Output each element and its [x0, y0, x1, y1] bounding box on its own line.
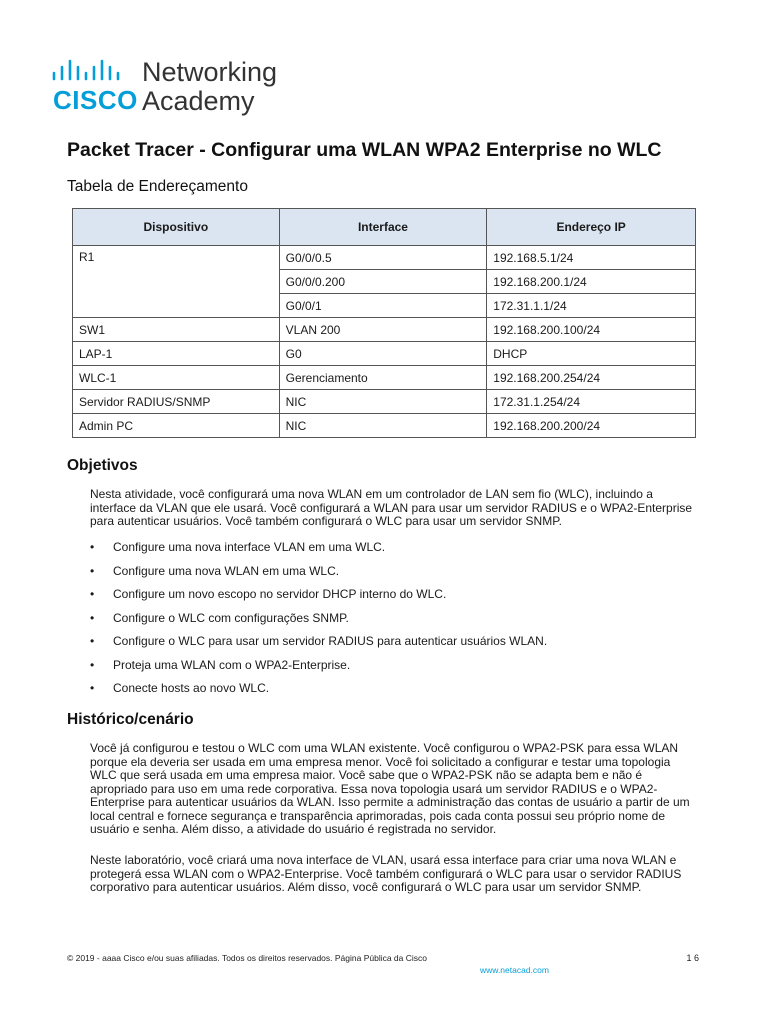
device-cell: LAP-1 — [73, 342, 280, 366]
list-item-text: Configure uma nova WLAN em uma WLC. — [113, 563, 340, 578]
ip-cell: 192.168.5.1/24 — [487, 246, 696, 270]
addressing-heading: Tabela de Endereçamento — [67, 178, 248, 195]
ip-cell: 192.168.200.1/24 — [487, 270, 696, 294]
bullet-icon: • — [90, 634, 95, 648]
cisco-networking-academy-logo — [52, 57, 302, 117]
ip-cell: DHCP — [487, 342, 696, 366]
interface-cell: G0/0/1 — [279, 294, 487, 318]
addressing-table — [72, 208, 696, 438]
ip-cell: 172.31.1.1/24 — [487, 294, 696, 318]
table-row — [73, 246, 696, 270]
table-row — [73, 390, 696, 414]
bullet-icon: • — [90, 681, 95, 695]
logo-networking-text: Networking — [142, 57, 278, 87]
column-header-device: Dispositivo — [73, 209, 280, 246]
ip-cell: 192.168.200.254/24 — [487, 366, 696, 390]
column-header-interface: Interface — [279, 209, 487, 246]
ip-cell: 192.168.200.100/24 — [487, 318, 696, 342]
table-row — [73, 318, 696, 342]
objectives-intro: Nesta atividade, você configurará uma nova WLAN em um controlador de LAN sem fio (WLC), incluindo a interface da VLAN que ele usará. Você configurará a WLAN para usar um servidor RADIUS e o WPA2-Enterprise para autenticar usuários. Você também configurará o WLC para usar um servidor SNMP. — [90, 487, 693, 528]
bullet-icon: • — [90, 563, 95, 578]
page-footer — [67, 953, 699, 975]
list-item — [90, 634, 690, 658]
bullet-icon: • — [90, 657, 95, 672]
objectives-heading: Objetivos — [67, 457, 138, 474]
ip-cell: 192.168.200.200/24 — [487, 414, 696, 438]
list-item — [90, 611, 690, 635]
interface-cell: NIC — [279, 414, 487, 438]
bullet-icon: • — [90, 610, 95, 625]
interface-cell: G0 — [279, 342, 487, 366]
list-item-text: Configure o WLC para usar um servidor RADIUS para autenticar usuários WLAN. — [113, 634, 548, 648]
table-header-row — [73, 209, 696, 246]
list-item-text: Configure uma nova interface VLAN em uma WLC. — [113, 540, 386, 554]
list-item — [90, 564, 690, 588]
device-cell: WLC-1 — [73, 366, 280, 390]
page-number: 1 6 — [686, 953, 699, 963]
table-row — [73, 366, 696, 390]
page-title: Packet Tracer - Configurar uma WLAN WPA2 Enterprise no WLC — [67, 139, 662, 161]
interface-cell: NIC — [279, 390, 487, 414]
background-heading: Histórico/cenário — [67, 711, 194, 728]
device-cell: R1 — [73, 246, 280, 318]
interface-cell: G0/0/0.200 — [279, 270, 487, 294]
footer-copyright: © 2019 - aaaa Cisco e/ou suas afiliadas. Todos os direitos reservados. Página Pública da Cisco — [67, 953, 428, 963]
interface-cell: G0/0/0.5 — [279, 246, 487, 270]
logo-academy-text: Academy — [142, 86, 255, 116]
background-paragraph-1: Você já configurou e testou o WLC com uma WLAN existente. Você configurou o WPA2-PSK para essa WLAN porque ela deveria ser usada em uma empresa menor. Você foi solicitado a configurar e testar uma topologia WLC que será usada em uma empresa maior. Você sabe que o WPA2-PSK não se adapta bem e não é apropriado para uso em uma rede corporativa. Essa nova topologia usará um servidor RADIUS e o WPA2-Enterprise para autenticar usuários da WLAN. Isso permite a administração das contas de usuário a partir de um local central e fornece segurança e transparência aprimoradas, pois cada conta possui seu próprio nome de usuário e senha. Além disso, a atividade do usuário é registrada no servidor. — [90, 741, 690, 836]
list-item-text: Configure um novo escopo no servidor DHCP interno do WLC. — [113, 587, 447, 601]
ip-cell: 172.31.1.254/24 — [487, 390, 696, 414]
table-row — [73, 342, 696, 366]
device-cell: Admin PC — [73, 414, 280, 438]
bullet-icon: • — [90, 587, 95, 601]
objectives-list — [90, 540, 690, 705]
cisco-bars-icon — [52, 59, 134, 81]
table-row — [73, 414, 696, 438]
device-cell: Servidor RADIUS/SNMP — [73, 390, 280, 414]
logo-cisco-text: CISCO — [53, 85, 138, 115]
device-cell: SW1 — [73, 318, 280, 342]
list-item-text: Conecte hosts ao novo WLC. — [113, 681, 270, 695]
list-item — [90, 587, 690, 611]
footer-link[interactable]: www.netacad.com — [480, 965, 549, 975]
interface-cell: VLAN 200 — [279, 318, 487, 342]
column-header-ip: Endereço IP — [487, 209, 696, 246]
list-item-text: Configure o WLC com configurações SNMP. — [113, 610, 349, 625]
list-item — [90, 681, 690, 705]
interface-cell: Gerenciamento — [279, 366, 487, 390]
background-paragraph-2: Neste laboratório, você criará uma nova interface de VLAN, usará essa interface para criar uma nova WLAN e protegerá essa WLAN com o WPA2-Enterprise. Você também configurará o WLC para usar o servidor RADIUS corporativo para autenticar usuários. Além disso, você configurará o WLC para usar um servidor SNMP. — [90, 853, 682, 894]
list-item-text: Proteja uma WLAN com o WPA2-Enterprise. — [113, 657, 351, 672]
bullet-icon: • — [90, 540, 95, 554]
list-item — [90, 658, 690, 682]
list-item — [90, 540, 690, 564]
